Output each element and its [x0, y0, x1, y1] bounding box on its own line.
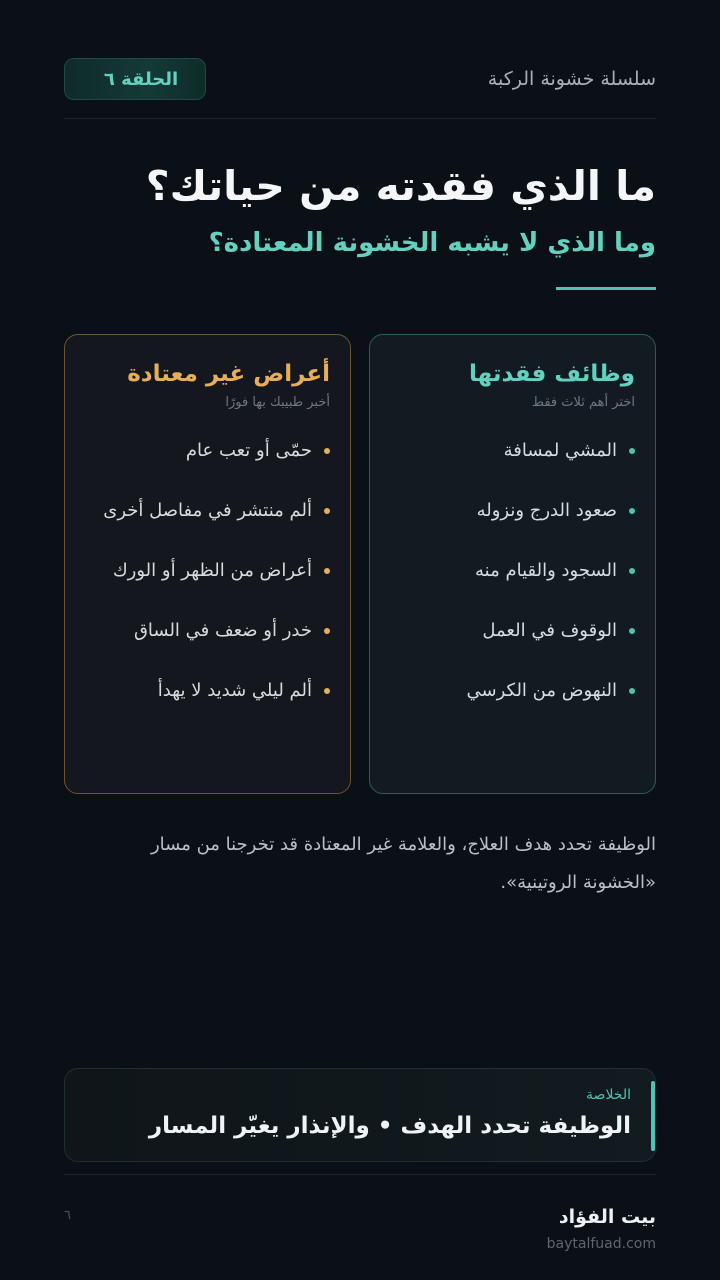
list-item	[390, 676, 635, 736]
list-item-label: ألم منتشر في مفاصل أخرى	[103, 500, 312, 521]
series-title: سلسلة خشونة الركبة	[487, 68, 656, 90]
page-subtitle: وما الذي لا يشبه الخشونة المعتادة؟	[208, 228, 656, 258]
bullet-dot-icon	[629, 688, 635, 694]
list-item-label: السجود والقيام منه	[475, 560, 617, 581]
brand-url: baytalfuad.com	[546, 1236, 656, 1252]
header	[64, 58, 656, 104]
list-item	[390, 436, 635, 496]
bullet-dot-icon	[324, 448, 330, 454]
warning-symptoms-title: أعراض غير معتادة	[127, 361, 330, 387]
list-item	[85, 496, 330, 556]
bullet-dot-icon	[629, 448, 635, 454]
lost-functions-title: وظائف فقدتها	[469, 361, 635, 387]
bullet-dot-icon	[629, 628, 635, 634]
list-item	[390, 616, 635, 676]
summary-text: الوظيفة تحدد الهدف • والإنذار يغيّر المسار	[148, 1113, 631, 1139]
bullet-dot-icon	[324, 628, 330, 634]
summary-label: الخلاصة	[586, 1087, 631, 1103]
list-item	[85, 676, 330, 736]
summary-box	[64, 1068, 656, 1162]
list-item	[85, 436, 330, 496]
bullet-dot-icon	[324, 508, 330, 514]
episode-badge: الحلقة ٦	[64, 58, 206, 100]
list-item	[85, 616, 330, 676]
lost-functions-note: اختر أهم ثلاث فقط	[531, 395, 635, 410]
lost-functions-card	[369, 334, 656, 794]
header-divider	[64, 118, 656, 119]
bullet-dot-icon	[629, 508, 635, 514]
page-title: ما الذي فقدته من حياتك؟	[145, 162, 656, 210]
list-item-label: ألم ليلي شديد لا يهدأ	[157, 680, 312, 701]
list-item	[390, 556, 635, 616]
list-item-label: خدر أو ضعف في الساق	[133, 620, 312, 641]
brand-name: بيت الفؤاد	[558, 1206, 656, 1228]
bullet-dot-icon	[629, 568, 635, 574]
list-item-label: حمّى أو تعب عام	[185, 440, 312, 461]
footer-divider	[64, 1174, 656, 1175]
bullet-dot-icon	[324, 568, 330, 574]
page-number: ٦	[64, 1208, 71, 1223]
bullet-dot-icon	[324, 688, 330, 694]
explanation-paragraph: الوظيفة تحدد هدف العلاج، والعلامة غير المعتادة قد تخرجنا من مسار «الخشونة الروتينية».	[150, 834, 656, 893]
list-item-label: الوقوف في العمل	[482, 620, 617, 641]
list-item-label: النهوض من الكرسي	[466, 680, 617, 701]
warning-symptoms-card	[64, 334, 351, 794]
list-item	[85, 556, 330, 616]
title-accent-line	[556, 287, 656, 290]
list-item-label: صعود الدرج ونزوله	[476, 500, 617, 521]
summary-accent-bar	[651, 1081, 655, 1151]
list-item	[390, 496, 635, 556]
warning-symptoms-list	[85, 436, 330, 736]
lost-functions-list	[390, 436, 635, 736]
warning-symptoms-note: أخبر طبيبك بها فورًا	[225, 395, 330, 410]
list-item-label: أعراض من الظهر أو الورك	[112, 560, 312, 581]
list-item-label: المشي لمسافة	[503, 440, 617, 461]
